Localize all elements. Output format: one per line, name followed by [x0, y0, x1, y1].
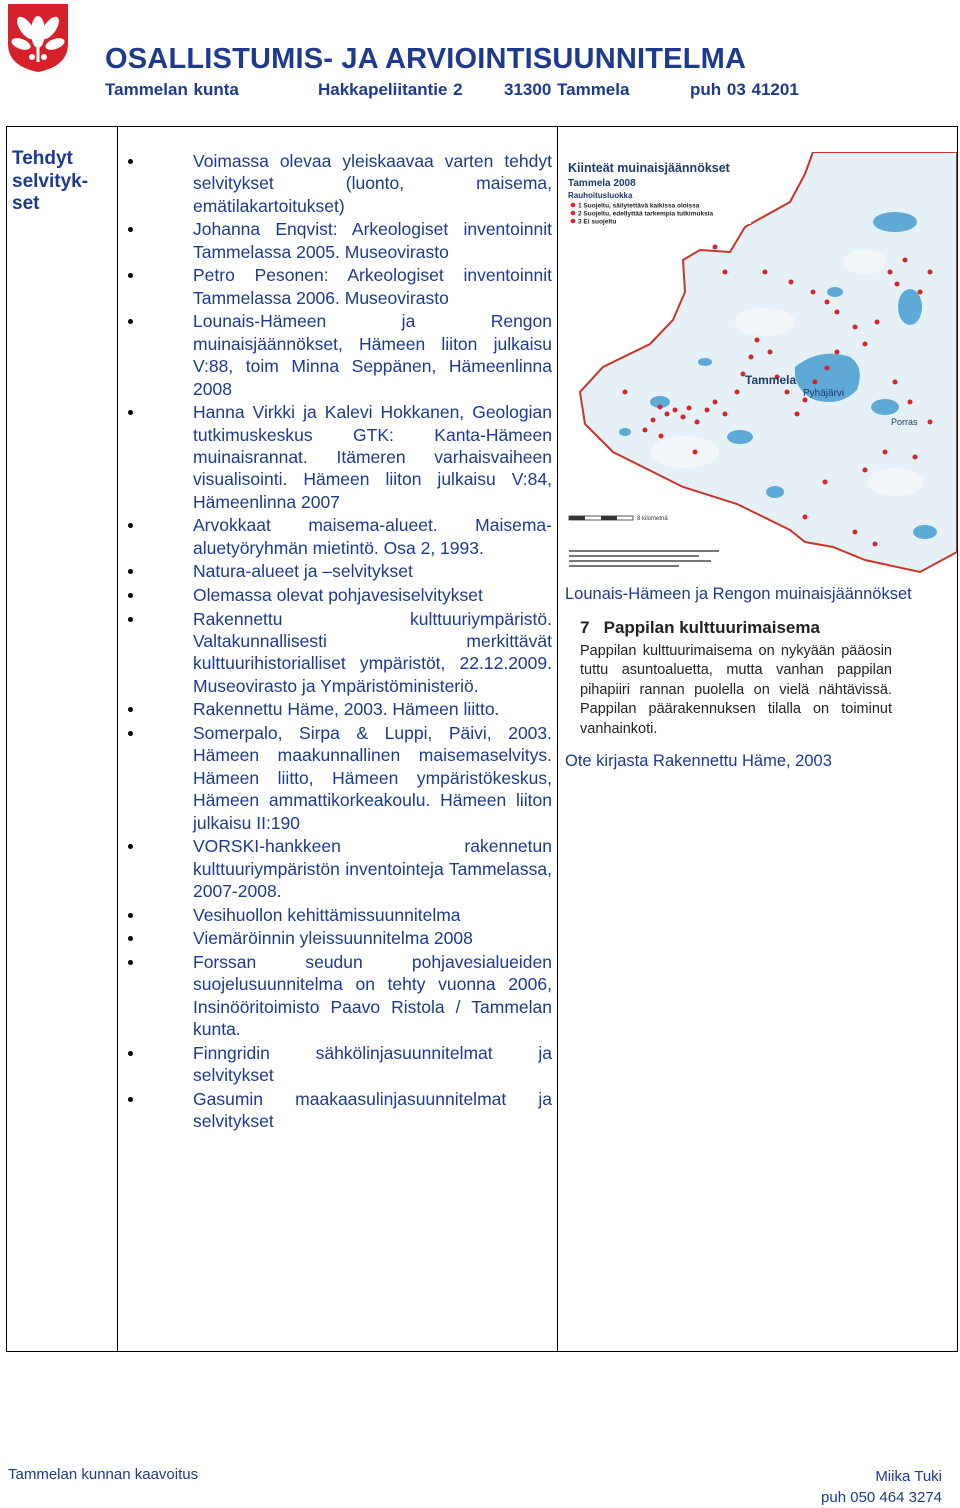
- list-item: Lounais-Hämeen ja Rengon muinaisjäännökset, Hämeen liiton julkaisu V:88, toim Minna Seppänen, Hämeenlinna 2008: [122, 310, 552, 400]
- list-item: VORSKI-hankkeen rakennetun kulttuuriympäristön inventointeja Tammelassa, 2007-2008.: [122, 835, 552, 902]
- legend-entry: 1 Suojeltu, säilytettävä kaikissa oloissa: [578, 202, 700, 210]
- list-item: Arvokkaat maisema-alueet. Maisema-aluetyöryhmän mietintö. Osa 2, 1993.: [122, 514, 552, 559]
- list-item: Vesihuollon kehittämissuunnitelma: [122, 904, 552, 926]
- list-item: Forssan seudun pohjavesialueiden suojelusuunnitelma on tehty vuonna 2006, Insinööritoimisto Paavo Ristola / Tammelan kunta.: [122, 951, 552, 1041]
- excerpt-heading: 7 Pappilan kulttuurimaisema: [580, 618, 820, 637]
- list-item: Petro Pesonen: Arkeologiset inventoinnit Tammelassa 2006. Museovirasto: [122, 264, 552, 309]
- legend-marker: [571, 203, 576, 208]
- map-subtitle: Tammela 2008: [568, 178, 636, 189]
- contact-phone: puh 050 464 3274: [821, 1489, 942, 1506]
- archaeological-sites-map: [565, 152, 957, 582]
- footer-contact: [821, 1466, 942, 1508]
- source-list: [122, 150, 552, 1134]
- map-label-tammela: Tammela: [745, 373, 797, 387]
- map-title: Kiinteät muinaisjäännökset: [568, 161, 730, 175]
- list-item: Natura-alueet ja –selvitykset: [122, 560, 552, 582]
- list-item: Somerpalo, Sirpa & Luppi, Päivi, 2003. Hämeen maakunnallinen maisemaselvitys. Hämeen liitto, Hämeen ympäristökeskus, Hämeen ammattikorkeakoulu. Hämeen liiton julkaisu II:190: [122, 722, 552, 834]
- list-item: Finngridin sähkölinjasuunnitelmat ja selvitykset: [122, 1042, 552, 1087]
- list-item: Gasumin maakaasulinjasuunnitelmat ja selvitykset: [122, 1088, 552, 1133]
- legend-marker: [571, 211, 576, 216]
- footer-left: Tammelan kunnan kaavoitus: [8, 1466, 199, 1483]
- list-item: Hanna Virkki ja Kalevi Hokkanen, Geologian tutkimuskeskus GTK: Kanta-Hämeen muinaisrannat. Itämeren varhaisvaiheen visualisointi. Hämeen liiton julkaisu V:84, Hämeenlinna 2007: [122, 401, 552, 513]
- list-item: Olemassa olevat pohjavesiselvitykset: [122, 584, 552, 606]
- map-caption: Lounais-Hämeen ja Rengon muinaisjäännökset: [565, 585, 912, 603]
- page-title: OSALLISTUMIS- JA ARVIOINTISUUNNITELMA: [105, 43, 747, 75]
- municipality-name: Tammelan kunta: [105, 80, 239, 99]
- row-label: Tehdyt selvityk- set: [12, 148, 89, 214]
- map-scale-label: 8 kilometriä: [637, 516, 668, 522]
- map-legend-title: Rauhoitusluokka: [568, 191, 633, 200]
- list-item: Viemäröinnin yleissuunnitelma 2008: [122, 927, 552, 949]
- list-item: Rakennettu kulttuuriympäristö. Valtakunnallisesti merkittävät kulttuurihistorialliset ympäristöt, 22.12.2009. Museovirasto ja Ympäristöministeriö.: [122, 608, 552, 698]
- street-address: Hakkapeliitantie 2: [318, 80, 463, 99]
- contact-name: Miika Tuki: [875, 1468, 942, 1485]
- map-label-lake: Pyhäjärvi: [803, 388, 845, 399]
- map-label-porras: Porras: [891, 417, 918, 427]
- list-item: Johanna Enqvist: Arkeologiset inventoinnit Tammelassa 2005. Museovirasto: [122, 218, 552, 263]
- list-item: Voimassa olevaa yleiskaavaa varten tehdyt selvitykset (luonto, maisema, emätilakartoitukset): [122, 150, 552, 217]
- header-contact: [105, 80, 799, 100]
- table-label-column: [6, 126, 118, 1352]
- legend-marker: [571, 219, 576, 224]
- excerpt-caption: Ote kirjasta Rakennettu Häme, 2003: [565, 752, 832, 770]
- book-excerpt: [580, 618, 892, 740]
- phone-number: puh 03 41201: [690, 80, 799, 99]
- legend-entry: 2 Suojeltu, edellyttää tarkempia tutkimuksia: [578, 210, 714, 218]
- oak-leaves-crest-icon: [6, 2, 70, 74]
- postal-address: 31300 Tammela: [504, 80, 630, 99]
- list-item: Rakennettu Häme, 2003. Hämeen liitto.: [122, 698, 552, 720]
- legend-entry: 3 Ei suojeltu: [578, 218, 617, 226]
- excerpt-text: Pappilan kulttuurimaisema on nykyään pääosin tuttu asuntoaluetta, mutta vanhan pappilan pihapiiri rannan puolella on vielä nähtävissä. Pappilan päärakennuksen tilalla on toiminut vanhainkoti.: [580, 642, 892, 737]
